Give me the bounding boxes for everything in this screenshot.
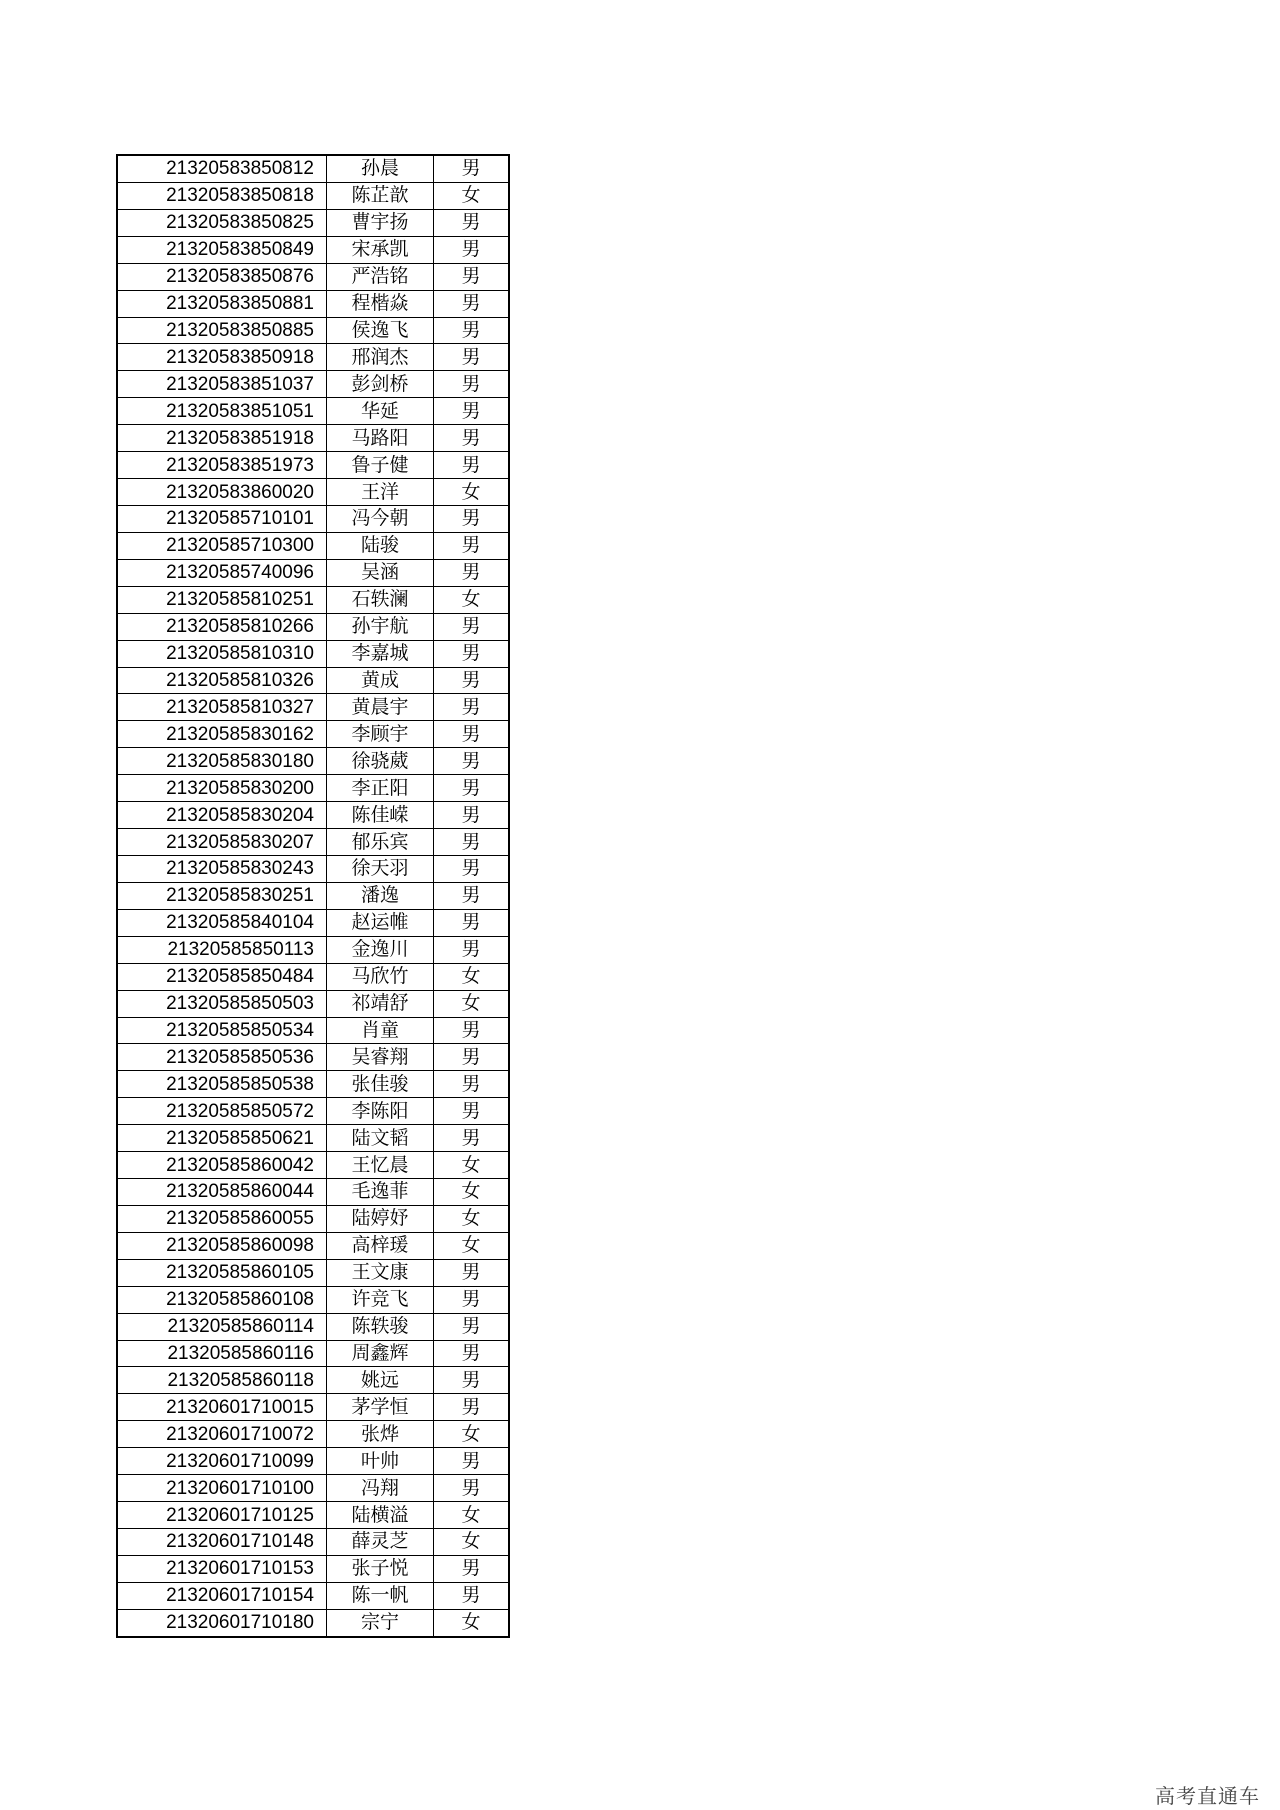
student-id-cell: 21320585740096 xyxy=(117,559,327,586)
table-row xyxy=(117,1529,509,1556)
table-row xyxy=(117,909,509,936)
table-row xyxy=(117,559,509,586)
gender-cell: 男 xyxy=(434,1125,510,1152)
student-name-cell: 严浩铭 xyxy=(327,263,434,290)
gender-cell: 男 xyxy=(434,1313,510,1340)
student-id-cell: 21320585810266 xyxy=(117,613,327,640)
table-row xyxy=(117,640,509,667)
student-id-cell: 21320585860114 xyxy=(117,1313,327,1340)
student-id-cell: 21320583850918 xyxy=(117,344,327,371)
table-row xyxy=(117,1555,509,1582)
student-name-cell: 黄成 xyxy=(327,667,434,694)
table-row xyxy=(117,855,509,882)
student-id-cell: 21320585850536 xyxy=(117,1044,327,1071)
table-row xyxy=(117,748,509,775)
student-name-cell: 曹宇扬 xyxy=(327,209,434,236)
gender-cell: 女 xyxy=(434,182,510,209)
table-row xyxy=(117,882,509,909)
student-id-cell: 21320601710099 xyxy=(117,1448,327,1475)
student-id-cell: 21320583851037 xyxy=(117,371,327,398)
student-name-cell: 宋承凯 xyxy=(327,236,434,263)
student-id-cell: 21320585860118 xyxy=(117,1367,327,1394)
table-row xyxy=(117,290,509,317)
gender-cell: 男 xyxy=(434,398,510,425)
student-name-cell: 王文康 xyxy=(327,1259,434,1286)
student-id-cell: 21320601710100 xyxy=(117,1475,327,1502)
student-id-cell: 21320585810326 xyxy=(117,667,327,694)
student-id-cell: 21320583860020 xyxy=(117,479,327,506)
student-id-cell: 21320585850534 xyxy=(117,1017,327,1044)
gender-cell: 男 xyxy=(434,775,510,802)
table-row xyxy=(117,209,509,236)
student-name-cell: 李顾宇 xyxy=(327,721,434,748)
student-name-cell: 李陈阳 xyxy=(327,1098,434,1125)
table-row xyxy=(117,963,509,990)
gender-cell: 男 xyxy=(434,694,510,721)
table-row xyxy=(117,1205,509,1232)
student-id-cell: 21320585810327 xyxy=(117,694,327,721)
student-id-cell: 21320585850484 xyxy=(117,963,327,990)
gender-cell: 男 xyxy=(434,532,510,559)
gender-cell: 女 xyxy=(434,1502,510,1529)
gender-cell: 男 xyxy=(434,1071,510,1098)
table-row xyxy=(117,1340,509,1367)
table-row xyxy=(117,1421,509,1448)
student-name-cell: 郁乐宾 xyxy=(327,829,434,856)
gender-cell: 女 xyxy=(434,1529,510,1556)
gender-cell: 男 xyxy=(434,263,510,290)
student-name-cell: 冯今朝 xyxy=(327,505,434,532)
table-row xyxy=(117,936,509,963)
gender-cell: 男 xyxy=(434,236,510,263)
student-name-cell: 马欣竹 xyxy=(327,963,434,990)
student-name-cell: 侯逸飞 xyxy=(327,317,434,344)
table-row xyxy=(117,398,509,425)
student-name-cell: 陈芷歆 xyxy=(327,182,434,209)
table-row xyxy=(117,1044,509,1071)
gender-cell: 女 xyxy=(434,479,510,506)
gender-cell: 男 xyxy=(434,936,510,963)
gender-cell: 男 xyxy=(434,1448,510,1475)
student-id-cell: 21320585710300 xyxy=(117,532,327,559)
student-id-cell: 21320601710153 xyxy=(117,1555,327,1582)
student-id-cell: 21320583850876 xyxy=(117,263,327,290)
student-name-cell: 彭剑桥 xyxy=(327,371,434,398)
student-name-cell: 张佳骏 xyxy=(327,1071,434,1098)
table-row xyxy=(117,802,509,829)
student-roster-table xyxy=(116,154,510,1638)
student-id-cell: 21320585860105 xyxy=(117,1259,327,1286)
student-name-cell: 周鑫辉 xyxy=(327,1340,434,1367)
gender-cell: 男 xyxy=(434,559,510,586)
gender-cell: 男 xyxy=(434,344,510,371)
student-name-cell: 王洋 xyxy=(327,479,434,506)
student-name-cell: 王忆晨 xyxy=(327,1152,434,1179)
gender-cell: 男 xyxy=(434,1286,510,1313)
table-row xyxy=(117,1125,509,1152)
student-name-cell: 华延 xyxy=(327,398,434,425)
table-row xyxy=(117,1098,509,1125)
student-name-cell: 邢润杰 xyxy=(327,344,434,371)
table-row xyxy=(117,371,509,398)
student-name-cell: 金逸川 xyxy=(327,936,434,963)
student-id-cell: 21320585860042 xyxy=(117,1152,327,1179)
table-row xyxy=(117,479,509,506)
gender-cell: 男 xyxy=(434,748,510,775)
gender-cell: 男 xyxy=(434,1017,510,1044)
student-name-cell: 李嘉城 xyxy=(327,640,434,667)
student-id-cell: 21320585860116 xyxy=(117,1340,327,1367)
student-id-cell: 21320585860098 xyxy=(117,1232,327,1259)
student-id-cell: 21320585830207 xyxy=(117,829,327,856)
student-id-cell: 21320585860055 xyxy=(117,1205,327,1232)
student-name-cell: 陆文韬 xyxy=(327,1125,434,1152)
student-id-cell: 21320585710101 xyxy=(117,505,327,532)
student-name-cell: 徐天羽 xyxy=(327,855,434,882)
gender-cell: 女 xyxy=(434,963,510,990)
gender-cell: 男 xyxy=(434,1475,510,1502)
table-row xyxy=(117,1475,509,1502)
gender-cell: 男 xyxy=(434,425,510,452)
student-name-cell: 高梓瑗 xyxy=(327,1232,434,1259)
student-name-cell: 姚远 xyxy=(327,1367,434,1394)
gender-cell: 男 xyxy=(434,855,510,882)
student-name-cell: 黄晨宇 xyxy=(327,694,434,721)
student-id-cell: 21320585830162 xyxy=(117,721,327,748)
student-name-cell: 肖童 xyxy=(327,1017,434,1044)
student-name-cell: 徐骁葳 xyxy=(327,748,434,775)
table-row xyxy=(117,1232,509,1259)
table-row xyxy=(117,425,509,452)
student-name-cell: 毛逸菲 xyxy=(327,1179,434,1206)
table-row xyxy=(117,1394,509,1421)
table-row xyxy=(117,1259,509,1286)
gender-cell: 男 xyxy=(434,452,510,479)
gender-cell: 男 xyxy=(434,505,510,532)
student-name-cell: 冯翔 xyxy=(327,1475,434,1502)
table-row xyxy=(117,586,509,613)
table-row xyxy=(117,775,509,802)
student-name-cell: 陈佳嵘 xyxy=(327,802,434,829)
student-name-cell: 潘逸 xyxy=(327,882,434,909)
student-id-cell: 21320583850825 xyxy=(117,209,327,236)
student-id-cell: 21320583850812 xyxy=(117,155,327,182)
gender-cell: 女 xyxy=(434,1205,510,1232)
student-id-cell: 21320583850849 xyxy=(117,236,327,263)
student-id-cell: 21320601710148 xyxy=(117,1529,327,1556)
student-name-cell: 李正阳 xyxy=(327,775,434,802)
student-name-cell: 吴涵 xyxy=(327,559,434,586)
student-name-cell: 陆横溢 xyxy=(327,1502,434,1529)
gender-cell: 男 xyxy=(434,802,510,829)
table-row xyxy=(117,1152,509,1179)
gender-cell: 男 xyxy=(434,882,510,909)
student-id-cell: 21320585850572 xyxy=(117,1098,327,1125)
table-row xyxy=(117,263,509,290)
gender-cell: 男 xyxy=(434,640,510,667)
student-id-cell: 21320585830251 xyxy=(117,882,327,909)
student-name-cell: 陆骏 xyxy=(327,532,434,559)
student-name-cell: 宗宁 xyxy=(327,1609,434,1636)
student-name-cell: 薛灵芝 xyxy=(327,1529,434,1556)
student-id-cell: 21320585850503 xyxy=(117,990,327,1017)
gender-cell: 男 xyxy=(434,209,510,236)
student-name-cell: 赵运帷 xyxy=(327,909,434,936)
gender-cell: 男 xyxy=(434,613,510,640)
gender-cell: 男 xyxy=(434,909,510,936)
student-id-cell: 21320583850818 xyxy=(117,182,327,209)
gender-cell: 男 xyxy=(434,1259,510,1286)
table-row xyxy=(117,344,509,371)
student-name-cell: 孙晨 xyxy=(327,155,434,182)
student-id-cell: 21320585850538 xyxy=(117,1071,327,1098)
student-id-cell: 21320583850885 xyxy=(117,317,327,344)
table-row xyxy=(117,317,509,344)
student-id-cell: 21320583851051 xyxy=(117,398,327,425)
student-name-cell: 陈一帆 xyxy=(327,1582,434,1609)
table-row xyxy=(117,182,509,209)
student-id-cell: 21320601710015 xyxy=(117,1394,327,1421)
student-id-cell: 21320601710180 xyxy=(117,1609,327,1636)
student-name-cell: 陆婷妤 xyxy=(327,1205,434,1232)
gender-cell: 男 xyxy=(434,1367,510,1394)
student-id-cell: 21320601710072 xyxy=(117,1421,327,1448)
student-id-cell: 21320583851973 xyxy=(117,452,327,479)
table-row xyxy=(117,236,509,263)
table-row xyxy=(117,1179,509,1206)
student-id-cell: 21320585810251 xyxy=(117,586,327,613)
student-id-cell: 21320585830204 xyxy=(117,802,327,829)
student-id-cell: 21320585830243 xyxy=(117,855,327,882)
student-name-cell: 吴睿翔 xyxy=(327,1044,434,1071)
student-name-cell: 张子悦 xyxy=(327,1555,434,1582)
table-row xyxy=(117,452,509,479)
gender-cell: 男 xyxy=(434,155,510,182)
gender-cell: 男 xyxy=(434,1098,510,1125)
gender-cell: 女 xyxy=(434,1421,510,1448)
table-row xyxy=(117,721,509,748)
gender-cell: 男 xyxy=(434,290,510,317)
gender-cell: 女 xyxy=(434,990,510,1017)
student-id-cell: 21320585850113 xyxy=(117,936,327,963)
table-row xyxy=(117,694,509,721)
student-name-cell: 程楷焱 xyxy=(327,290,434,317)
student-name-cell: 陈轶骏 xyxy=(327,1313,434,1340)
table-row xyxy=(117,990,509,1017)
gender-cell: 男 xyxy=(434,829,510,856)
gender-cell: 男 xyxy=(434,317,510,344)
table-row xyxy=(117,505,509,532)
student-name-cell: 祁靖舒 xyxy=(327,990,434,1017)
student-name-cell: 鲁子健 xyxy=(327,452,434,479)
gender-cell: 女 xyxy=(434,1179,510,1206)
student-id-cell: 21320583850881 xyxy=(117,290,327,317)
table-row xyxy=(117,155,509,182)
gender-cell: 男 xyxy=(434,1555,510,1582)
student-id-cell: 21320585830180 xyxy=(117,748,327,775)
student-name-cell: 茅学恒 xyxy=(327,1394,434,1421)
gender-cell: 男 xyxy=(434,1394,510,1421)
table-row xyxy=(117,1502,509,1529)
table-row xyxy=(117,1609,509,1636)
student-name-cell: 石轶澜 xyxy=(327,586,434,613)
student-name-cell: 张烨 xyxy=(327,1421,434,1448)
table-row xyxy=(117,829,509,856)
gender-cell: 女 xyxy=(434,586,510,613)
gender-cell: 女 xyxy=(434,1232,510,1259)
table-row xyxy=(117,532,509,559)
table-row xyxy=(117,613,509,640)
table-row xyxy=(117,1017,509,1044)
gender-cell: 女 xyxy=(434,1152,510,1179)
gender-cell: 男 xyxy=(434,1340,510,1367)
student-id-cell: 21320585860108 xyxy=(117,1286,327,1313)
student-id-cell: 21320583851918 xyxy=(117,425,327,452)
table-row xyxy=(117,1367,509,1394)
student-name-cell: 许竞飞 xyxy=(327,1286,434,1313)
table-row xyxy=(117,1448,509,1475)
gender-cell: 女 xyxy=(434,1609,510,1636)
table-row xyxy=(117,1071,509,1098)
gender-cell: 男 xyxy=(434,371,510,398)
student-id-cell: 21320585810310 xyxy=(117,640,327,667)
gender-cell: 男 xyxy=(434,667,510,694)
student-name-cell: 马路阳 xyxy=(327,425,434,452)
student-id-cell: 21320601710125 xyxy=(117,1502,327,1529)
table-row xyxy=(117,1582,509,1609)
watermark-text: 高考直通车 xyxy=(1155,1784,1260,1808)
student-name-cell: 叶帅 xyxy=(327,1448,434,1475)
student-id-cell: 21320585840104 xyxy=(117,909,327,936)
gender-cell: 男 xyxy=(434,721,510,748)
gender-cell: 男 xyxy=(434,1582,510,1609)
student-name-cell: 孙宇航 xyxy=(327,613,434,640)
gender-cell: 男 xyxy=(434,1044,510,1071)
table-row xyxy=(117,667,509,694)
student-id-cell: 21320601710154 xyxy=(117,1582,327,1609)
roster-body xyxy=(117,155,509,1637)
student-id-cell: 21320585830200 xyxy=(117,775,327,802)
student-id-cell: 21320585850621 xyxy=(117,1125,327,1152)
table-row xyxy=(117,1286,509,1313)
student-id-cell: 21320585860044 xyxy=(117,1179,327,1206)
table-row xyxy=(117,1313,509,1340)
